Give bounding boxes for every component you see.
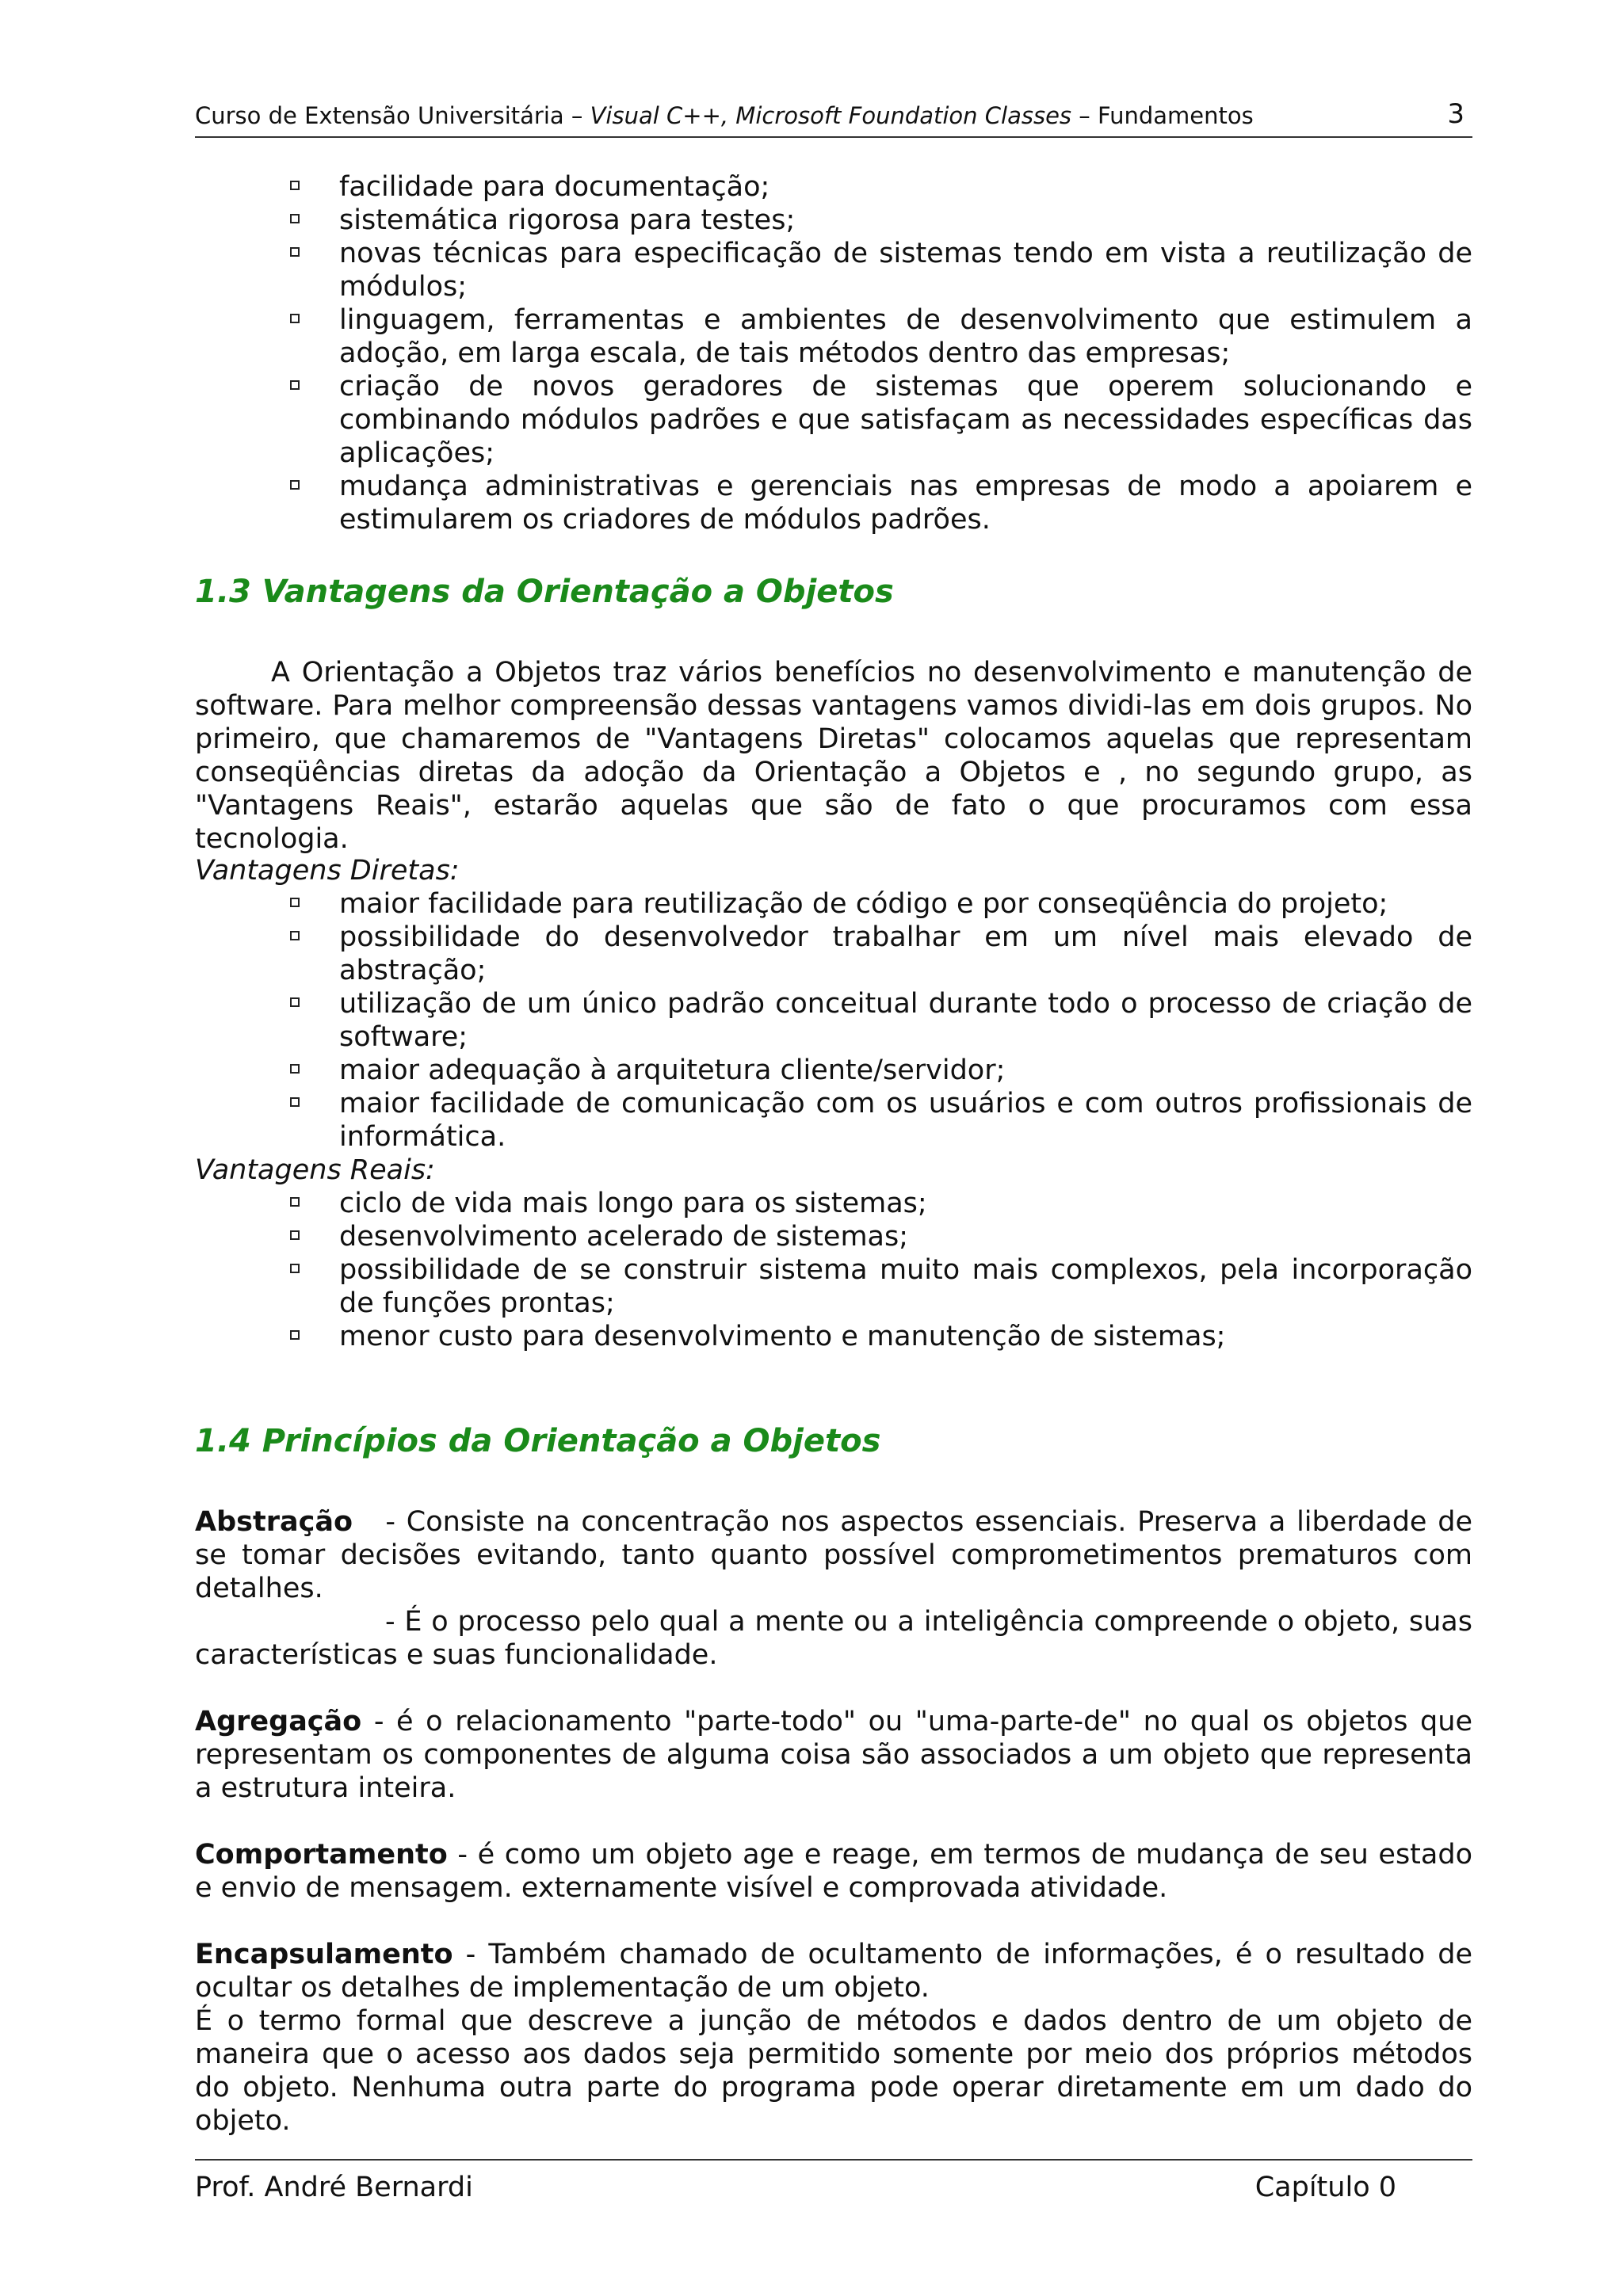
header-title: Curso de Extensão Universitária – Visual C++, Microsoft Foundation Classes – Fundamentos <box>195 102 1254 129</box>
list-item: possibilidade do desenvolvedor trabalhar em um nível mais elevado de abstração; <box>195 921 1472 987</box>
footer-chapter: Capítulo 0 <box>1254 2172 1396 2203</box>
checkbox-bullet-icon <box>290 1230 300 1240</box>
list-item: maior facilidade para reutilização de código e por conseqüência do projeto; <box>195 887 1472 921</box>
list-item: criação de novos geradores de sistemas que operem solucionando e combinando módulos padrões e que satisfaçam as necessidades específicas das aplicações; <box>195 370 1472 470</box>
definition-encapsulamento-2: É o termo formal que descreve a junção de métodos e dados dentro de um objeto de maneira que o acesso aos dados seja permitido somente por meio dos próprios métodos do objeto. Nenhuma outra parte do programa pode operar diretamente em um dado do objeto. <box>195 2005 1472 2137</box>
list-item: mudança administrativas e gerenciais nas empresas de modo a apoiarem e estimularem os criadores de módulos padrões. <box>195 470 1472 536</box>
definition-comportamento: Comportamento - é como um objeto age e reage, em termos de mudança de seu estado e envio de mensagem. externamente visível e comprovada atividade. <box>195 1839 1472 1904</box>
checkbox-bullet-icon <box>290 1097 300 1107</box>
checkbox-bullet-icon <box>290 314 300 323</box>
term-abstracao: Abstração <box>195 1506 353 1538</box>
page-footer <box>195 2159 1472 2203</box>
checkbox-bullet-icon <box>290 1064 300 1074</box>
checkbox-bullet-icon <box>290 247 300 257</box>
checkbox-bullet-icon <box>290 1264 300 1273</box>
list-item: ciclo de vida mais longo para os sistemas; <box>195 1187 1472 1220</box>
list-item: menor custo para desenvolvimento e manutenção de sistemas; <box>195 1320 1472 1353</box>
list-item: desenvolvimento acelerado de sistemas; <box>195 1220 1472 1253</box>
checkbox-bullet-icon <box>290 1197 300 1207</box>
checkbox-bullet-icon <box>290 214 300 223</box>
list-item: sistemática rigorosa para testes; <box>195 204 1472 237</box>
direct-advantages-label: Vantagens Diretas: <box>195 855 460 887</box>
page-number: 3 <box>1447 98 1465 130</box>
list-item: possibilidade de se construir sistema muito mais complexos, pela incorporação de funções prontas; <box>195 1253 1472 1320</box>
definition-agregacao: Agregação - é o relacionamento "parte-todo" ou "uma-parte-de" no qual os objetos que representam os componentes de alguma coisa são associados a um objeto que representa a estrutura inteira. <box>195 1706 1472 1804</box>
checkbox-bullet-icon <box>290 480 300 490</box>
list-item: utilização de um único padrão conceitual durante todo o processo de criação de software; <box>195 987 1472 1054</box>
real-advantages-list <box>195 1187 1472 1353</box>
section-1-3-intro: A Orientação a Objetos traz vários benefícios no desenvolvimento e manutenção de software. Para melhor compreensão dessas vantagens vamos dividi-las em dois grupos. No primeiro, que chamaremos de "Vantagens Diretas" colocamos aquelas que representam conseqüências diretas da adoção da Orientação a Objetos e , no segundo grupo, as "Vantagens Reais", estarão aquelas que são de fato o que procuramos com essa tecnologia. <box>195 657 1472 855</box>
term-agregacao: Agregação <box>195 1706 362 1737</box>
section-heading-1-3: 1.3 Vantagens da Orientação a Objetos <box>195 574 894 610</box>
real-advantages-label: Vantagens Reais: <box>195 1154 435 1186</box>
page-header <box>195 95 1472 138</box>
checkbox-bullet-icon <box>290 997 300 1007</box>
direct-advantages-list <box>195 887 1472 1154</box>
term-encapsulamento: Encapsulamento <box>195 1939 453 1970</box>
definition-abstracao-2: - É o processo pelo qual a mente ou a inteligência compreende o objeto, suas características e suas funcionalidade. <box>195 1606 1472 1671</box>
list-item: novas técnicas para especificação de sistemas tendo em vista a reutilização de módulos; <box>195 237 1472 303</box>
top-bullet-list <box>195 170 1472 536</box>
list-item: maior facilidade de comunicação com os usuários e com outros profissionais de informática. <box>195 1087 1472 1154</box>
footer-author: Prof. André Bernardi <box>195 2172 473 2203</box>
checkbox-bullet-icon <box>290 1330 300 1340</box>
term-comportamento: Comportamento <box>195 1839 448 1871</box>
list-item: maior adequação à arquitetura cliente/servidor; <box>195 1054 1472 1087</box>
list-item: facilidade para documentação; <box>195 170 1472 204</box>
list-item: linguagem, ferramentas e ambientes de desenvolvimento que estimulem a adoção, em larga escala, de tais métodos dentro das empresas; <box>195 303 1472 370</box>
checkbox-bullet-icon <box>290 931 300 940</box>
checkbox-bullet-icon <box>290 898 300 907</box>
header-title-italic: Visual C++, Microsoft Foundation Classes <box>590 102 1072 129</box>
definition-encapsulamento: Encapsulamento - Também chamado de ocultamento de informações, é o resultado de ocultar os detalhes de implementação de um objeto. <box>195 1939 1472 2004</box>
checkbox-bullet-icon <box>290 181 300 190</box>
checkbox-bullet-icon <box>290 380 300 390</box>
definition-abstracao: Abstração - Consiste na concentração nos aspectos essenciais. Preserva a liberdade de se tomar decisões evitando, tanto quanto possível comprometimentos prematuros com detalhes. <box>195 1506 1472 1604</box>
section-heading-1-4: 1.4 Princípios da Orientação a Objetos <box>195 1423 881 1459</box>
